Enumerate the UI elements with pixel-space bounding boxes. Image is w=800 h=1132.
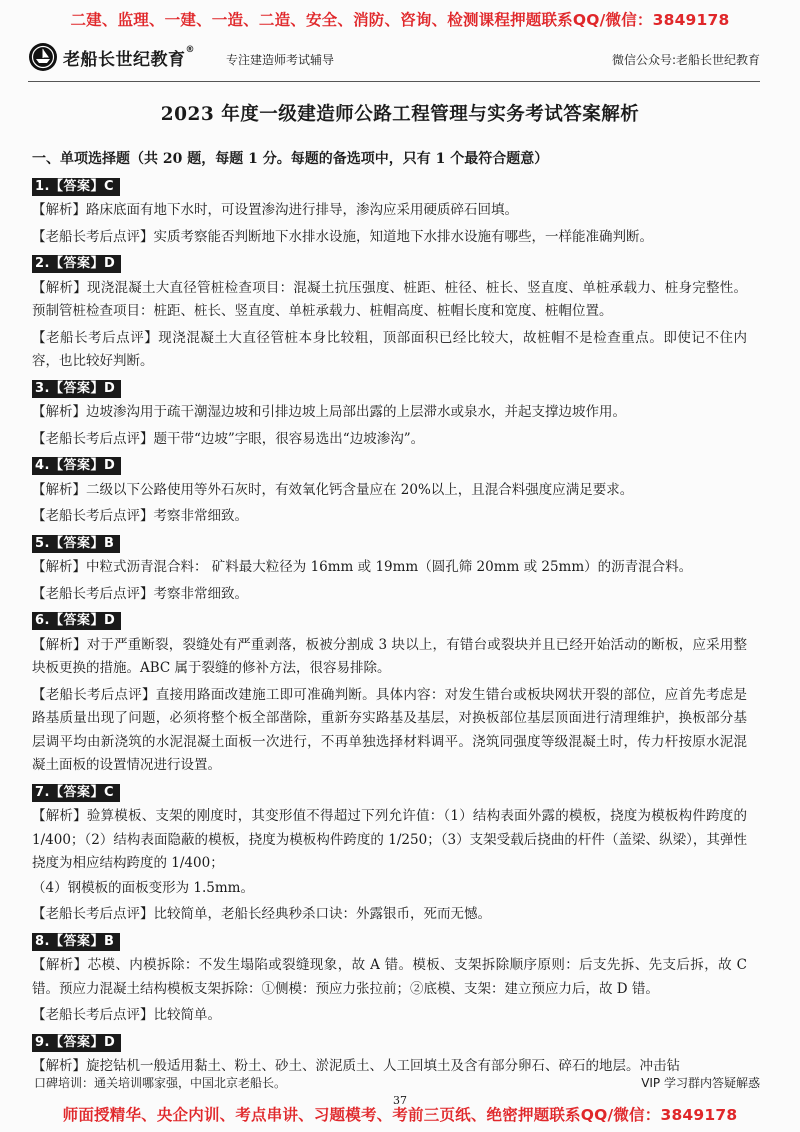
ship-logo-icon (28, 42, 58, 72)
wechat-account: 微信公众号:老船长世纪教育 (611, 53, 760, 67)
header-divider (28, 81, 760, 82)
answer-label: 4.【答案】D (32, 457, 121, 475)
document-title: 2023 年度一级建造师公路工程管理与实务考试答案解析 (160, 104, 640, 125)
comment-text: 【老船长考后点评】直接用路面改建施工即可准确判断。具体内容：对发生错台或板块网状开裂的部位，应首先考虑是路基质量出现了问题，必须将整个板全部凿除，重新夯实路基及基层，对换板部位基层顶面进行清理维护，换板部分基层调平均由新浇筑的水泥混凝土面板一次进行，不再单独选择材料调平。浇筑同强度等级混凝土时，传力杆按原水泥混凝土面板的设置情况进行设置。 (32, 686, 747, 773)
question-9 (32, 1031, 747, 1079)
answer-label: 2.【答案】D (32, 255, 121, 273)
bottom-promo-banner: 师面授精华、央企内训、考点串讲、习题模考、考前三页纸、绝密押题联系QQ/微信：3849178 (62, 1106, 738, 1124)
question-4 (32, 454, 747, 529)
analysis-text: 【解析】验算模板、支架的刚度时，其变形值不得超过下列允许值：（1）结构表面外露的模板，挠度为模板构件跨度的 1/400；（2）结构表面隐蔽的模板，挠度为模板构件跨度的 1/250；（3）支架受载后挠曲的杆件（盖梁、纵梁），其弹性挠度为相应结构跨度的 1/400； (32, 808, 747, 871)
comment-text: 【老船长考后点评】考察非常细致。 (32, 508, 248, 524)
document-body (32, 148, 747, 1082)
section-title: 一、单项选择题（共 20 题，每题 1 分。每题的备选项中，只有 1 个最符合题意） (32, 151, 549, 167)
comment-text: 【老船长考后点评】比较简单。 (32, 1007, 221, 1023)
comment-text: 【老船长考后点评】比较简单，老船长经典秒杀口诀：外露银币，死而无憾。 (32, 906, 491, 922)
question-7 (32, 781, 747, 927)
question-3 (32, 377, 747, 452)
footer-vip-note: VIP 学习群内答疑解惑 (641, 1076, 760, 1090)
comment-text: 【老船长考后点评】题干带“边坡”字眼，很容易选出“边坡渗沟”。 (32, 430, 425, 447)
answer-label: 5.【答案】B (32, 535, 120, 553)
answer-label: 1.【答案】C (32, 178, 120, 196)
analysis-text: 【解析】芯模、内模拆除：不发生塌陷或裂缝现象，故 A 错。模板、支架拆除顺序原则：后支先拆、先支后拆，故 C 错。预应力混凝土结构模板支架拆除：①侧模：预应力张拉前；②底模、支架：建立预应力后，故 D 错。 (32, 957, 747, 997)
analysis-text: 【解析】二级以下公路使用等外石灰时，有效氧化钙含量应在 20%以上，且混合料强度应满足要求。 (32, 481, 634, 498)
footer-slogan: 口碑培训：通关培训哪家强，中国北京老船长。 (34, 1076, 287, 1090)
question-5 (32, 532, 747, 607)
question-6 (32, 609, 747, 778)
analysis-extra-text: （4）钢模板的面板变形为 1.5mm。 (32, 879, 254, 896)
page-number: 37 (393, 1094, 407, 1107)
logo-text: 老船长世纪教育® (63, 44, 195, 70)
analysis-text: 【解析】现浇混凝土大直径管桩检查项目：混凝土抗压强度、桩距、桩径、桩长、竖直度、单桩承载力、桩身完整性。预制管桩检查项目：桩距、桩长、竖直度、单桩承载力、桩帽高度、桩帽长度和宽度、桩帽位置。 (32, 279, 747, 319)
comment-text: 【老船长考后点评】考察非常细致。 (32, 585, 248, 602)
tagline: 专注建造师考试辅导 (226, 53, 335, 67)
analysis-text: 【解析】中粒式沥青混合料： 矿料最大粒径为 16mm 或 19mm（圆孔筛 20mm 或 25mm）的沥青混合料。 (32, 559, 693, 575)
registered-mark: ® (185, 44, 195, 55)
question-2 (32, 252, 747, 374)
answer-label: 6.【答案】D (32, 612, 121, 630)
answer-label: 3.【答案】D (32, 380, 121, 398)
analysis-text: 【解析】边坡渗沟用于疏干潮湿边坡和引排边坡上局部出露的上层滞水或泉水，并起支撑边坡作用。 (32, 404, 626, 420)
question-1 (32, 175, 747, 250)
top-promo-banner: 二建、监理、一建、一造、二造、安全、消防、咨询、检测课程押题联系QQ/微信：3849178 (70, 11, 730, 29)
logo (28, 42, 195, 72)
answer-label: 8.【答案】B (32, 933, 120, 951)
answer-label: 9.【答案】D (32, 1034, 121, 1052)
answer-label: 7.【答案】C (32, 784, 120, 802)
comment-text: 【老船长考后点评】实质考察能否判断地下水排水设施，知道地下水排水设施有哪些，一样能准确判断。 (32, 228, 653, 245)
analysis-text: 【解析】路床底面有地下水时，可设置渗沟进行排导，渗沟应采用硬质碎石回填。 (32, 202, 518, 218)
analysis-text: 【解析】对于严重断裂，裂缝处有严重剥落，板被分割成 3 块以上，有错台或裂块并且已经开始活动的断板，应采用整块板更换的措施。ABC 属于裂缝的修补方法，很容易排除。 (32, 636, 747, 676)
analysis-text: 【解析】旋挖钻机一般适用黏土、粉土、砂土、淤泥质土、人工回填土及含有部分卵石、碎石的地层。冲击钻 (32, 1058, 680, 1074)
comment-text: 【老船长考后点评】现浇混凝土大直径管桩本身比较粗，顶部面积已经比较大，故桩帽不是检查重点。即使记不住内容，也比较好判断。 (32, 329, 747, 369)
question-8 (32, 930, 747, 1028)
page-header (28, 42, 760, 82)
